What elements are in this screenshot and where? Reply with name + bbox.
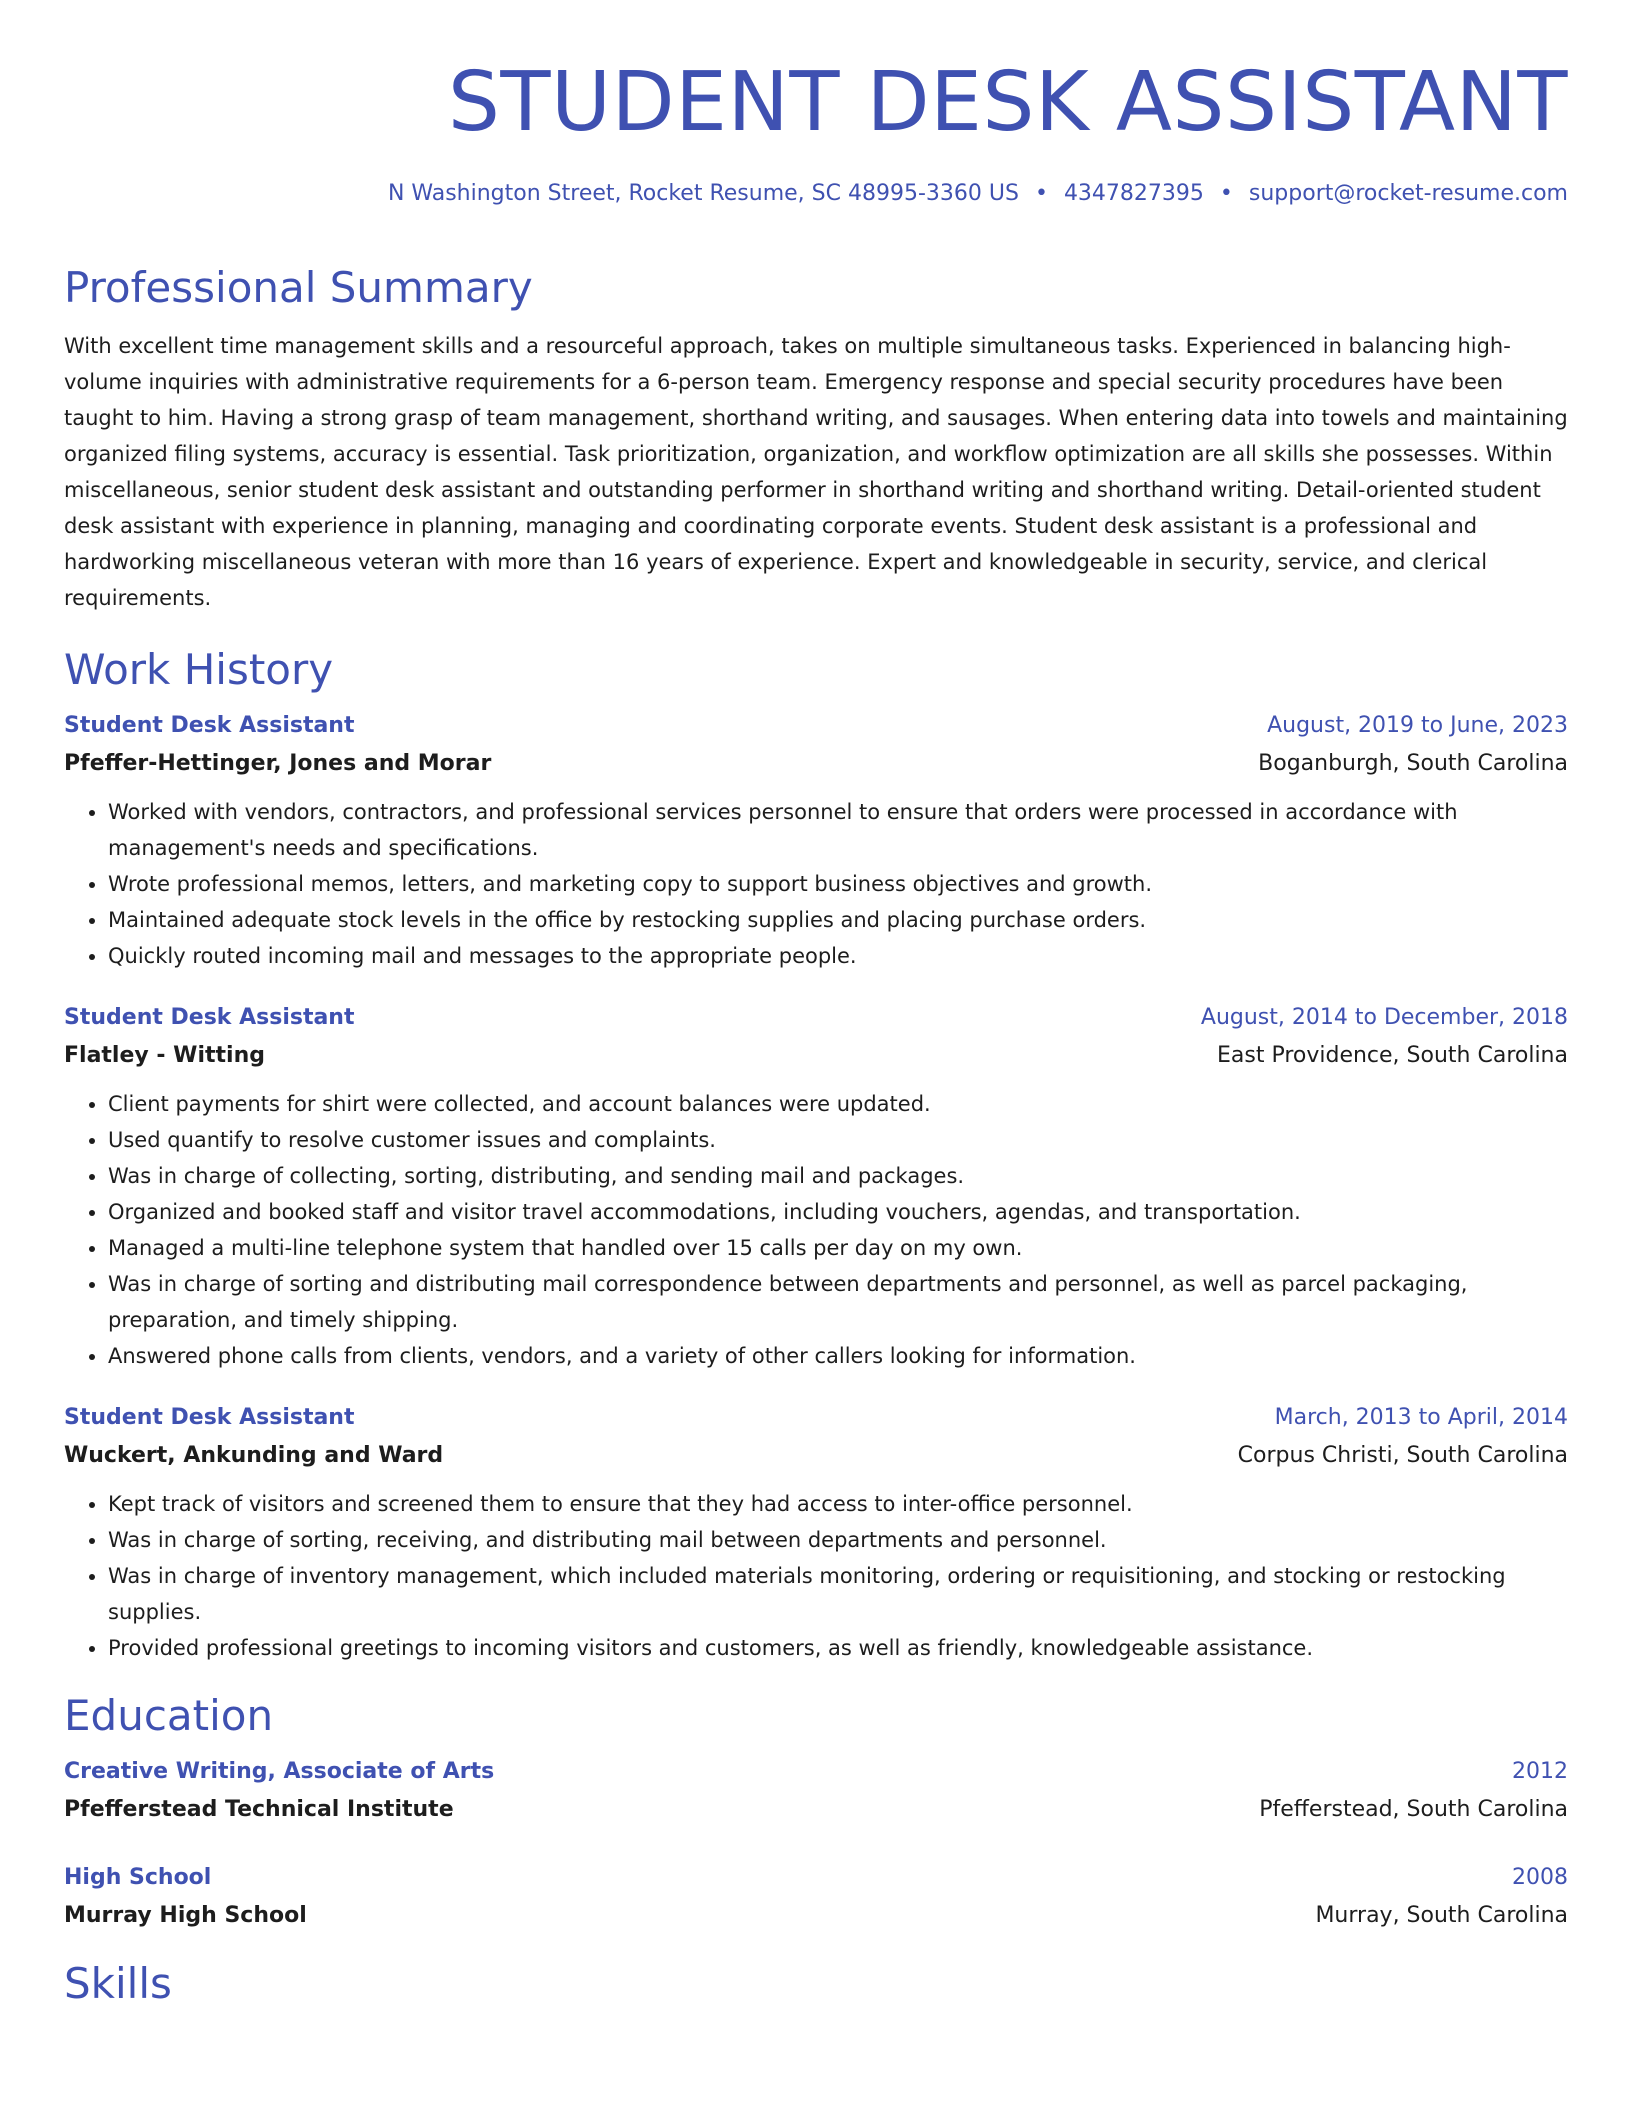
- summary-heading: Professional Summary: [64, 263, 533, 312]
- education-entry: [64, 1860, 1568, 1936]
- job-bullet: • Maintained adequate stock levels in the office by restocking supplies and placing purchase orders.: [108, 902, 1568, 938]
- job-bullets: [64, 794, 1568, 974]
- job-dates: August, 2014 to December, 2018: [1200, 1005, 1568, 1030]
- job-location: Corpus Christi, South Carolina: [1237, 1443, 1568, 1468]
- job-entry: [64, 1400, 1568, 1666]
- skills-section: [64, 1954, 1568, 2014]
- education-section: [64, 1686, 1568, 1936]
- job-location: Boganburgh, South Carolina: [1258, 751, 1568, 776]
- job-location: East Providence, South Carolina: [1216, 1043, 1568, 1068]
- job-entry: [64, 1000, 1568, 1374]
- education-heading: Education: [64, 1691, 274, 1740]
- job-dates: August, 2019 to June, 2023: [1267, 713, 1568, 738]
- education-year: 2008: [1512, 1865, 1568, 1890]
- job-bullet: • Used quantify to resolve customer issues and complaints.: [108, 1122, 1568, 1158]
- work-history-section: [64, 640, 1568, 1666]
- job-bullet: • Was in charge of sorting and distributing mail correspondence between departments and personnel, as well as parcel packaging, preparation, and timely shipping.: [108, 1266, 1568, 1338]
- job-entry: [64, 708, 1568, 974]
- education-location: Murray, South Carolina: [1315, 1903, 1568, 1928]
- job-bullets: [64, 1486, 1568, 1666]
- summary-section: [64, 258, 1568, 616]
- job-bullet: • Kept track of visitors and screened them to ensure that they had access to inter-office personnel.: [108, 1486, 1568, 1522]
- job-bullet: • Was in charge of sorting, receiving, and distributing mail between departments and personnel.: [108, 1522, 1568, 1558]
- job-employer: Pfeffer-Hettinger, Jones and Morar: [64, 751, 492, 776]
- job-employer: Wuckert, Ankunding and Ward: [64, 1443, 444, 1468]
- job-bullet: • Answered phone calls from clients, vendors, and a variety of other callers looking for information.: [108, 1338, 1568, 1374]
- job-title: Student Desk Assistant: [64, 1005, 355, 1030]
- resume-content: [64, 258, 1568, 2014]
- job-title: Student Desk Assistant: [64, 713, 355, 738]
- contact-separator: •: [1034, 181, 1048, 206]
- job-bullet: • Worked with vendors, contractors, and professional services personnel to ensure that orders were processed in accordance with management's needs and specifications.: [108, 794, 1568, 866]
- job-employer: Flatley - Witting: [64, 1043, 265, 1068]
- education-degree: High School: [64, 1865, 212, 1890]
- education-degree: Creative Writing, Associate of Arts: [64, 1759, 495, 1784]
- job-bullets: [64, 1086, 1568, 1374]
- candidate-name: STUDENT DESK ASSISTANT: [447, 55, 1568, 150]
- job-bullet: • Wrote professional memos, letters, and marketing copy to support business objectives and growth.: [108, 866, 1568, 902]
- job-bullet: • Organized and booked staff and visitor travel accommodations, including vouchers, agendas, and transportation.: [108, 1194, 1568, 1230]
- job-bullet: • Quickly routed incoming mail and messages to the appropriate people.: [108, 938, 1568, 974]
- contact-address: N Washington Street, Rocket Resume, SC 48995-3360 US: [387, 181, 1019, 206]
- job-bullet: • Client payments for shirt were collected, and account balances were updated.: [108, 1086, 1568, 1122]
- job-bullet: • Managed a multi-line telephone system that handled over 15 calls per day on my own.: [108, 1230, 1568, 1266]
- education-school: Pfefferstead Technical Institute: [64, 1797, 454, 1822]
- education-year: 2012: [1512, 1759, 1568, 1784]
- education-location: Pfefferstead, South Carolina: [1259, 1797, 1568, 1822]
- job-bullet: • Was in charge of inventory management, which included materials monitoring, ordering or requisitioning, and stocking or restocking supplies.: [108, 1558, 1568, 1630]
- job-bullet: • Was in charge of collecting, sorting, distributing, and sending mail and packages.: [108, 1158, 1568, 1194]
- work-history-heading: Work History: [64, 645, 334, 694]
- education-school: Murray High School: [64, 1903, 307, 1928]
- contact-email[interactable]: support@rocket-resume.com: [1248, 181, 1568, 206]
- education-entry: [64, 1754, 1568, 1830]
- job-title: Student Desk Assistant: [64, 1405, 355, 1430]
- job-bullet: • Provided professional greetings to incoming visitors and customers, as well as friendly, knowledgeable assistance.: [108, 1630, 1568, 1666]
- skills-heading: Skills: [64, 1959, 172, 2008]
- contact-separator: •: [1219, 181, 1233, 206]
- job-dates: March, 2013 to April, 2014: [1274, 1405, 1568, 1430]
- contact-line: [388, 178, 1568, 210]
- summary-text: With excellent time management skills and a resourceful approach, takes on multiple simultaneous tasks. Experienced in balancing high-volume inquiries with administrative requirements for a 6-person team. Emergency response and special security procedures have been taught to him. Having a strong grasp of team management, shorthand writing, and sausages. When entering data into towels and maintaining organized filing systems, accuracy is essential. Task prioritization, organization, and workflow optimization are all skills she possesses. Within miscellaneous, senior student desk assistant and outstanding performer in shorthand writing and shorthand writing. Detail-oriented student desk assistant with experience in planning, managing and coordinating corporate events. Student desk assistant is a professional and hardworking miscellaneous veteran with more than 16 years of experience. Expert and knowledgeable in security, service, and clerical requirements.: [64, 334, 1568, 610]
- contact-phone[interactable]: 4347827395: [1063, 181, 1204, 206]
